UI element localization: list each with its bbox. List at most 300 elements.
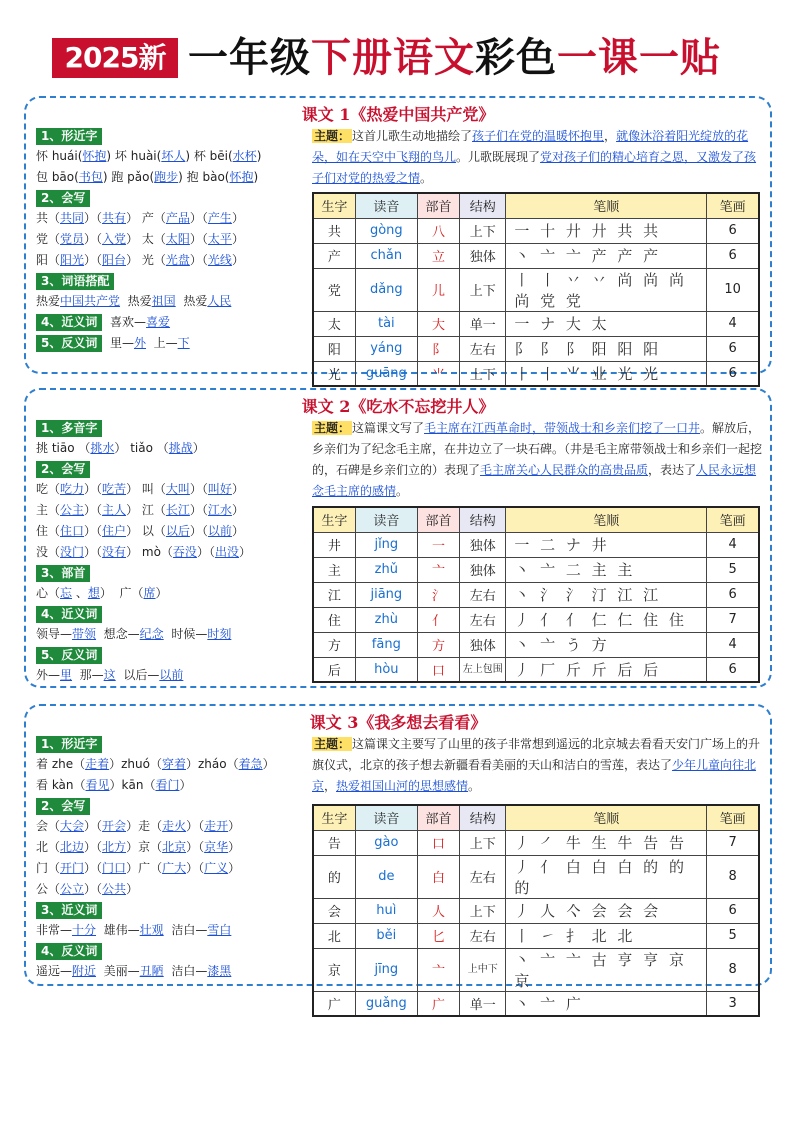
column-header: 笔顺 bbox=[506, 805, 707, 830]
radical-cell: 口 bbox=[417, 657, 459, 682]
vocab-word-link[interactable]: 北方 bbox=[102, 840, 127, 854]
radical-cell: 方 bbox=[417, 632, 459, 657]
vocab-word-link[interactable]: 着急 bbox=[238, 757, 263, 771]
vocab-word-link[interactable]: 吃力 bbox=[60, 482, 85, 496]
vocab-word-link[interactable]: 穿着 bbox=[161, 757, 186, 771]
stroke-order-cell: 一 ナ 大 太 bbox=[506, 311, 707, 336]
structure-cell: 上下 bbox=[460, 268, 506, 311]
vocab-word-link[interactable]: 想 bbox=[87, 586, 100, 600]
table-row bbox=[313, 607, 759, 632]
theme-summary bbox=[312, 126, 762, 189]
stroke-order-cell: 一 十 廾 廾 共 共 bbox=[506, 218, 707, 243]
column-header: 笔画 bbox=[707, 193, 759, 218]
stroke-count-cell: 3 bbox=[707, 991, 759, 1016]
stroke-order-cell: 丿 厂 斤 斤 后 后 bbox=[506, 657, 707, 682]
vocab-word-link[interactable]: 广义 bbox=[204, 861, 229, 875]
structure-cell: 左右 bbox=[460, 336, 506, 361]
theme-text: ，表达了 bbox=[648, 463, 697, 477]
vocab-word-link[interactable]: 附近 bbox=[72, 964, 97, 978]
vocab-text: 党（ bbox=[36, 232, 61, 246]
lesson-detail bbox=[312, 734, 762, 1013]
section-heading: 3、部首 bbox=[36, 565, 90, 582]
pinyin-cell: běi bbox=[355, 923, 417, 948]
pinyin-cell: huì bbox=[355, 898, 417, 923]
stroke-order-cell: 阝 阝 阝 阳 阳 阳 bbox=[506, 336, 707, 361]
structure-cell: 上下 bbox=[460, 898, 506, 923]
theme-text: 。 bbox=[396, 484, 409, 498]
vocab-word-link[interactable]: 广大 bbox=[162, 861, 187, 875]
theme-highlight: 孩子们在党的温暖怀抱里 bbox=[472, 129, 605, 143]
radical-cell: 立 bbox=[417, 243, 459, 268]
vocab-word-link[interactable]: 阳光 bbox=[60, 253, 85, 267]
vocab-word-link[interactable]: 江水 bbox=[207, 503, 232, 517]
theme-text: ， bbox=[604, 129, 617, 143]
vocab-word-link[interactable]: 时刻 bbox=[207, 627, 232, 641]
char-cell: 广 bbox=[313, 991, 355, 1016]
vocab-word-link[interactable]: 没有 bbox=[102, 545, 127, 559]
section-heading: 4、近义词 bbox=[36, 606, 102, 623]
vocab-line bbox=[36, 665, 316, 686]
vocab-word-link[interactable]: 吃苦 bbox=[102, 482, 127, 496]
vocab-text: ）广（ bbox=[126, 861, 163, 875]
theme-text: 。解放后，乡亲们为了纪念毛主席，在井边立了一块石碑。（井是毛主席带领战士和乡亲们一起挖的，石碑是乡亲们立的）表现了 bbox=[312, 421, 763, 477]
title-part: 彩色 bbox=[475, 34, 557, 81]
vocab-word-link[interactable]: 带领 bbox=[72, 627, 97, 641]
table-row bbox=[313, 991, 759, 1016]
stroke-count-cell: 8 bbox=[707, 948, 759, 991]
vocab-word-link[interactable]: 以前 bbox=[159, 668, 184, 682]
vocab-word-link[interactable]: 中国共产党 bbox=[60, 294, 121, 308]
stroke-count-cell: 6 bbox=[707, 361, 759, 386]
vocab-word-link[interactable]: 漆黑 bbox=[207, 964, 232, 978]
column-header: 笔画 bbox=[707, 507, 759, 532]
char-cell: 后 bbox=[313, 657, 355, 682]
vocab-text: ）zhuó（ bbox=[109, 757, 162, 771]
theme-label: 主题： bbox=[314, 421, 351, 435]
section-heading-row bbox=[36, 941, 316, 961]
vocab-word-link[interactable]: 光线 bbox=[207, 253, 232, 267]
char-cell: 江 bbox=[313, 582, 355, 607]
vocab-line bbox=[36, 333, 316, 354]
char-cell: 告 bbox=[313, 830, 355, 855]
pinyin-cell: guāng bbox=[355, 361, 417, 386]
vocab-text: 怀 huái( bbox=[36, 149, 83, 163]
vocab-line bbox=[36, 229, 316, 250]
vocab-line bbox=[36, 250, 316, 271]
vocab-word-link[interactable]: 喜爱 bbox=[146, 315, 171, 329]
table-row bbox=[313, 582, 759, 607]
vocab-word-link[interactable]: 怀抱 bbox=[229, 170, 254, 184]
vocab-line bbox=[36, 291, 316, 312]
vocab-word-link[interactable]: 水杯 bbox=[232, 149, 257, 163]
vocab-text: 热爱 bbox=[36, 294, 61, 308]
theme-highlight: 就像沐浴着阳光绽放的花朵，如在天空中飞翔的鸟儿 bbox=[312, 129, 749, 164]
table-header-row bbox=[313, 805, 759, 830]
stroke-count-cell: 4 bbox=[707, 532, 759, 557]
stroke-order-cell: 丿 ㇒ 牛 生 牛 告 告 bbox=[506, 830, 707, 855]
vocab-word-link[interactable]: 入党 bbox=[102, 232, 127, 246]
stroke-count-cell: 7 bbox=[707, 607, 759, 632]
char-cell: 会 bbox=[313, 898, 355, 923]
vocab-word-link[interactable]: 共同 bbox=[60, 211, 85, 225]
radical-cell: 人 bbox=[417, 898, 459, 923]
vocab-text: 没（ bbox=[36, 545, 61, 559]
table-row bbox=[313, 632, 759, 657]
vocab-line bbox=[36, 961, 316, 982]
vocab-line bbox=[36, 146, 316, 167]
vocab-word-link[interactable]: 产品 bbox=[165, 211, 190, 225]
vocab-word-link[interactable]: 祖国 bbox=[151, 294, 176, 308]
vocab-text: ）（ bbox=[189, 232, 208, 246]
stroke-count-cell: 4 bbox=[707, 632, 759, 657]
vocab-text: ） bbox=[228, 840, 241, 854]
stroke-count-cell: 6 bbox=[707, 582, 759, 607]
theme-text: 。儿歌既展现了 bbox=[456, 150, 541, 164]
stroke-order-cell: 一 二 ナ 井 bbox=[506, 532, 707, 557]
vocab-line bbox=[36, 920, 316, 941]
vocab-text: 想念— bbox=[96, 627, 140, 641]
vocab-word-link[interactable]: 以后 bbox=[165, 524, 190, 538]
lesson-title: 课文 2《吃水不忘挖井人》 bbox=[301, 397, 495, 416]
pinyin-cell: hòu bbox=[355, 657, 417, 682]
theme-text: 这首儿歌生动地描绘了 bbox=[352, 129, 473, 143]
vocab-text: ）（ bbox=[84, 819, 103, 833]
theme-highlight: 党对孩子们的精心培育之恩，又激发了孩子们对党的热爱之情 bbox=[312, 150, 757, 185]
vocab-text: 热爱 bbox=[120, 294, 152, 308]
vocab-text: 看 kàn（ bbox=[36, 778, 86, 792]
vocab-word-link[interactable]: 壮观 bbox=[139, 923, 164, 937]
vocab-word-link[interactable]: 雪白 bbox=[207, 923, 232, 937]
char-cell: 井 bbox=[313, 532, 355, 557]
table-row bbox=[313, 657, 759, 682]
radical-cell: 亠 bbox=[417, 557, 459, 582]
table-row bbox=[313, 336, 759, 361]
vocab-text: ） bbox=[228, 819, 241, 833]
vocab-word-link[interactable]: 吞没 bbox=[172, 545, 197, 559]
vocab-word-link[interactable]: 挑战 bbox=[168, 441, 193, 455]
structure-cell: 左右 bbox=[460, 923, 506, 948]
section-heading: 3、词语搭配 bbox=[36, 273, 114, 290]
vocab-text: 住（ bbox=[36, 524, 61, 538]
vocab-text: 非常— bbox=[36, 923, 73, 937]
stroke-count-cell: 7 bbox=[707, 830, 759, 855]
vocab-word-link[interactable]: 走火 bbox=[162, 819, 187, 833]
vocab-text: ） bbox=[231, 482, 244, 496]
section-heading-row bbox=[36, 418, 316, 438]
vocab-text: 阳（ bbox=[36, 253, 61, 267]
vocab-word-link[interactable]: 这 bbox=[103, 668, 116, 682]
radical-cell: 广 bbox=[417, 991, 459, 1016]
char-cell: 京 bbox=[313, 948, 355, 991]
vocab-line bbox=[36, 479, 316, 500]
stroke-order-cell: 丿 人 亽 会 会 会 bbox=[506, 898, 707, 923]
vocab-text: ） bbox=[262, 757, 275, 771]
vocab-text: 主（ bbox=[36, 503, 61, 517]
theme-text: ， bbox=[324, 779, 337, 793]
stroke-count-cell: 6 bbox=[707, 336, 759, 361]
column-header: 部首 bbox=[417, 193, 459, 218]
section-heading-row bbox=[36, 604, 316, 624]
vocab-line bbox=[36, 438, 316, 459]
section-heading: 5、反义词 bbox=[36, 647, 102, 664]
vocab-text: ） 以（ bbox=[126, 524, 166, 538]
vocab-word-link[interactable]: 公共 bbox=[102, 882, 127, 896]
vocab-text: ）（ bbox=[186, 840, 205, 854]
vocab-text: 美丽— bbox=[96, 964, 140, 978]
vocab-text: 以后— bbox=[115, 668, 160, 682]
vocab-word-link[interactable]: 住口 bbox=[60, 524, 85, 538]
vocab-text: 洁白— bbox=[163, 964, 208, 978]
table-row bbox=[313, 532, 759, 557]
structure-cell: 左上包围 bbox=[460, 657, 506, 682]
theme-highlight: 毛主席在江西革命时，带领战士和乡亲们挖了一口井 bbox=[424, 421, 701, 435]
vocab-text: ）（ bbox=[84, 211, 103, 225]
vocab-text: ）走（ bbox=[126, 819, 163, 833]
vocab-word-link[interactable]: 席 bbox=[143, 586, 156, 600]
vocab-text: ）（ bbox=[84, 524, 103, 538]
vocab-text: ）（ bbox=[84, 253, 103, 267]
vocab-word-link[interactable]: 丑陋 bbox=[139, 964, 164, 978]
lesson-detail bbox=[312, 418, 763, 679]
structure-cell: 独体 bbox=[460, 557, 506, 582]
page-header bbox=[0, 0, 793, 92]
table-row bbox=[313, 855, 759, 898]
vocab-line bbox=[36, 312, 316, 333]
vocab-word-link[interactable]: 北京 bbox=[162, 840, 187, 854]
theme-text: 。 bbox=[468, 779, 481, 793]
vocab-word-link[interactable]: 北边 bbox=[60, 840, 85, 854]
vocab-text: 共（ bbox=[36, 211, 61, 225]
vocab-word-link[interactable]: 坏人 bbox=[161, 149, 186, 163]
column-header: 读音 bbox=[355, 805, 417, 830]
theme-text: 这篇课文写了 bbox=[352, 421, 425, 435]
vocab-text: ）（ bbox=[189, 253, 208, 267]
vocab-word-link[interactable]: 纪念 bbox=[139, 627, 164, 641]
pinyin-cell: yáng bbox=[355, 336, 417, 361]
pinyin-cell: jīng bbox=[355, 948, 417, 991]
vocab-word-link[interactable]: 大叫 bbox=[165, 482, 190, 496]
table-row bbox=[313, 830, 759, 855]
vocab-word-link[interactable]: 没门 bbox=[60, 545, 85, 559]
vocab-text: ) 跑 pǎo( bbox=[102, 170, 155, 184]
vocab-word-link[interactable]: 共有 bbox=[102, 211, 127, 225]
char-cell: 北 bbox=[313, 923, 355, 948]
vocab-line bbox=[36, 208, 316, 229]
vocab-text: ）zháo（ bbox=[186, 757, 239, 771]
vocab-word-link[interactable]: 看见 bbox=[85, 778, 110, 792]
pinyin-cell: gào bbox=[355, 830, 417, 855]
vocab-text: ）（ bbox=[84, 482, 103, 496]
column-header: 生字 bbox=[313, 805, 355, 830]
vocab-text: ）（ bbox=[84, 232, 103, 246]
vocab-text: ）（ bbox=[189, 482, 208, 496]
vocab-text: ) 抱 bào( bbox=[178, 170, 230, 184]
stroke-count-cell: 6 bbox=[707, 243, 759, 268]
theme-highlight: 热爱祖国山河的思想感情 bbox=[336, 779, 469, 793]
section-heading: 1、多音字 bbox=[36, 420, 102, 437]
vocab-word-link[interactable]: 长江 bbox=[165, 503, 190, 517]
vocab-word-link[interactable]: 出没 bbox=[214, 545, 239, 559]
vocab-word-link[interactable]: 开门 bbox=[60, 861, 85, 875]
stroke-count-cell: 6 bbox=[707, 898, 759, 923]
structure-cell: 左右 bbox=[460, 607, 506, 632]
column-header: 结构 bbox=[460, 805, 506, 830]
vocab-line bbox=[36, 583, 316, 604]
table-row bbox=[313, 898, 759, 923]
vocab-word-link[interactable]: 忘 bbox=[60, 586, 73, 600]
vocab-word-link[interactable]: 跑步 bbox=[154, 170, 179, 184]
table-header-row bbox=[313, 507, 759, 532]
vocab-word-link[interactable]: 门口 bbox=[102, 861, 127, 875]
vocab-line bbox=[36, 542, 316, 563]
radical-cell: 大 bbox=[417, 311, 459, 336]
vocab-word-link[interactable]: 太阳 bbox=[165, 232, 190, 246]
section-heading-row bbox=[36, 126, 316, 146]
theme-text: 。 bbox=[420, 171, 433, 185]
stroke-order-cell: 丿 亻 亻 仁 仁 住 住 bbox=[506, 607, 707, 632]
structure-cell: 独体 bbox=[460, 632, 506, 657]
structure-cell: 单一 bbox=[460, 311, 506, 336]
vocab-line bbox=[36, 500, 316, 521]
vocab-word-link[interactable]: 走着 bbox=[85, 757, 110, 771]
vocab-word-link[interactable]: 住户 bbox=[102, 524, 127, 538]
radical-cell: 一 bbox=[417, 532, 459, 557]
edition-badge: 2025新 bbox=[52, 38, 178, 78]
section-heading: 3、近义词 bbox=[36, 902, 102, 919]
lesson-card-1 bbox=[24, 96, 772, 383]
radical-cell: 口 bbox=[417, 830, 459, 855]
table-row bbox=[313, 948, 759, 991]
vocab-text: ） 江（ bbox=[126, 503, 166, 517]
vocab-word-link[interactable]: 大会 bbox=[60, 819, 85, 833]
section-heading: 1、形近字 bbox=[36, 736, 102, 753]
vocab-text: 门（ bbox=[36, 861, 61, 875]
stroke-order-cell: 丶 亠 二 主 主 bbox=[506, 557, 707, 582]
vocab-text: 领导— bbox=[36, 627, 73, 641]
vocab-word-link[interactable]: 产生 bbox=[207, 211, 232, 225]
vocab-text: 喜欢— bbox=[102, 315, 146, 329]
vocab-word-link[interactable]: 人民 bbox=[207, 294, 232, 308]
vocab-line bbox=[36, 754, 316, 775]
stroke-count-cell: 8 bbox=[707, 855, 759, 898]
char-cell: 太 bbox=[313, 311, 355, 336]
theme-highlight: 少年儿童向往北京 bbox=[312, 758, 757, 793]
vocab-text: 外— bbox=[36, 668, 61, 682]
vocab-text: ） bbox=[231, 524, 244, 538]
vocab-text: 心（ bbox=[36, 586, 61, 600]
section-heading: 1、形近字 bbox=[36, 128, 102, 145]
vocab-panel bbox=[36, 418, 316, 686]
vocab-word-link[interactable]: 外 bbox=[134, 336, 147, 350]
vocab-text: 里— bbox=[102, 336, 134, 350]
section-heading: 5、反义词 bbox=[36, 335, 102, 352]
vocab-word-link[interactable]: 书包 bbox=[78, 170, 103, 184]
table-row bbox=[313, 557, 759, 582]
vocab-text: ）（ bbox=[84, 840, 103, 854]
vocab-text: ） 叫（ bbox=[126, 482, 166, 496]
vocab-word-link[interactable]: 走开 bbox=[204, 819, 229, 833]
pinyin-cell: dǎng bbox=[355, 268, 417, 311]
vocab-text: ） mò（ bbox=[126, 545, 173, 559]
title-part: 下册语文 bbox=[311, 34, 475, 81]
vocab-word-link[interactable]: 挑水 bbox=[90, 441, 115, 455]
vocab-text: ）kān（ bbox=[109, 778, 156, 792]
vocab-word-link[interactable]: 主人 bbox=[102, 503, 127, 517]
vocab-word-link[interactable]: 十分 bbox=[72, 923, 97, 937]
vocab-text: 那— bbox=[72, 668, 104, 682]
table-row bbox=[313, 361, 759, 386]
vocab-line bbox=[36, 167, 316, 188]
section-heading-row bbox=[36, 645, 316, 665]
column-header: 读音 bbox=[355, 507, 417, 532]
vocab-text: ） bbox=[231, 232, 244, 246]
vocab-word-link[interactable]: 下 bbox=[177, 336, 190, 350]
vocab-word-link[interactable]: 太平 bbox=[207, 232, 232, 246]
column-header: 笔顺 bbox=[506, 507, 707, 532]
vocab-line bbox=[36, 879, 316, 900]
vocab-text: 北（ bbox=[36, 840, 61, 854]
lesson-title: 课文 1《热爱中国共产党》 bbox=[301, 105, 495, 124]
vocab-text: ）（ bbox=[186, 819, 205, 833]
pinyin-cell: guǎng bbox=[355, 991, 417, 1016]
vocab-text: 洁白— bbox=[163, 923, 208, 937]
stroke-count-cell: 5 bbox=[707, 557, 759, 582]
vocab-text: 时候— bbox=[163, 627, 208, 641]
vocab-text: 挑 tiāo （ bbox=[36, 441, 91, 455]
vocab-word-link[interactable]: 阳台 bbox=[102, 253, 127, 267]
vocab-text: ）（ bbox=[186, 861, 205, 875]
vocab-text: ）（ bbox=[84, 861, 103, 875]
stroke-count-cell: 6 bbox=[707, 218, 759, 243]
vocab-word-link[interactable]: 以前 bbox=[207, 524, 232, 538]
vocab-text: ） bbox=[228, 861, 241, 875]
vocab-word-link[interactable]: 开会 bbox=[102, 819, 127, 833]
radical-cell: 阝 bbox=[417, 336, 459, 361]
column-header: 生字 bbox=[313, 193, 355, 218]
vocab-text: ）（ bbox=[189, 503, 208, 517]
vocab-word-link[interactable]: 光盘 bbox=[165, 253, 190, 267]
radical-cell: 白 bbox=[417, 855, 459, 898]
vocab-text: 吃（ bbox=[36, 482, 61, 496]
theme-label: 主题： bbox=[314, 737, 351, 751]
stroke-count-cell: 5 bbox=[707, 923, 759, 948]
section-heading-row bbox=[36, 796, 316, 816]
stroke-order-cell: 丶 亠 亠 产 产 产 bbox=[506, 243, 707, 268]
theme-highlight: 人民永远想念毛主席的感情 bbox=[312, 463, 757, 498]
vocab-word-link[interactable]: 里 bbox=[60, 668, 73, 682]
vocab-text: ） bbox=[179, 778, 192, 792]
lesson-card-2 bbox=[24, 388, 772, 688]
pinyin-cell: fāng bbox=[355, 632, 417, 657]
pinyin-cell: tài bbox=[355, 311, 417, 336]
stroke-table bbox=[312, 192, 760, 387]
vocab-word-link[interactable]: 京华 bbox=[204, 840, 229, 854]
vocab-word-link[interactable]: 党员 bbox=[60, 232, 85, 246]
vocab-word-link[interactable]: 公立 bbox=[60, 882, 85, 896]
vocab-word-link[interactable]: 看门 bbox=[155, 778, 180, 792]
vocab-word-link[interactable]: 怀抱 bbox=[82, 149, 107, 163]
vocab-word-link[interactable]: 叫好 bbox=[207, 482, 232, 496]
theme-text: 这篇课文主要写了山里的孩子非常想到遥远的北京城去看看天安门广场上的升旗仪式，北京的孩子想去新疆看看美丽的天山和洁白的雪莲，表达了 bbox=[312, 737, 761, 772]
pinyin-cell: chǎn bbox=[355, 243, 417, 268]
vocab-line bbox=[36, 816, 316, 837]
vocab-text: ） 太（ bbox=[126, 232, 166, 246]
structure-cell: 左右 bbox=[460, 855, 506, 898]
pinyin-cell: de bbox=[355, 855, 417, 898]
vocab-text: ） 产（ bbox=[126, 211, 166, 225]
vocab-word-link[interactable]: 公主 bbox=[60, 503, 85, 517]
title-part: 一年级 bbox=[188, 34, 311, 81]
